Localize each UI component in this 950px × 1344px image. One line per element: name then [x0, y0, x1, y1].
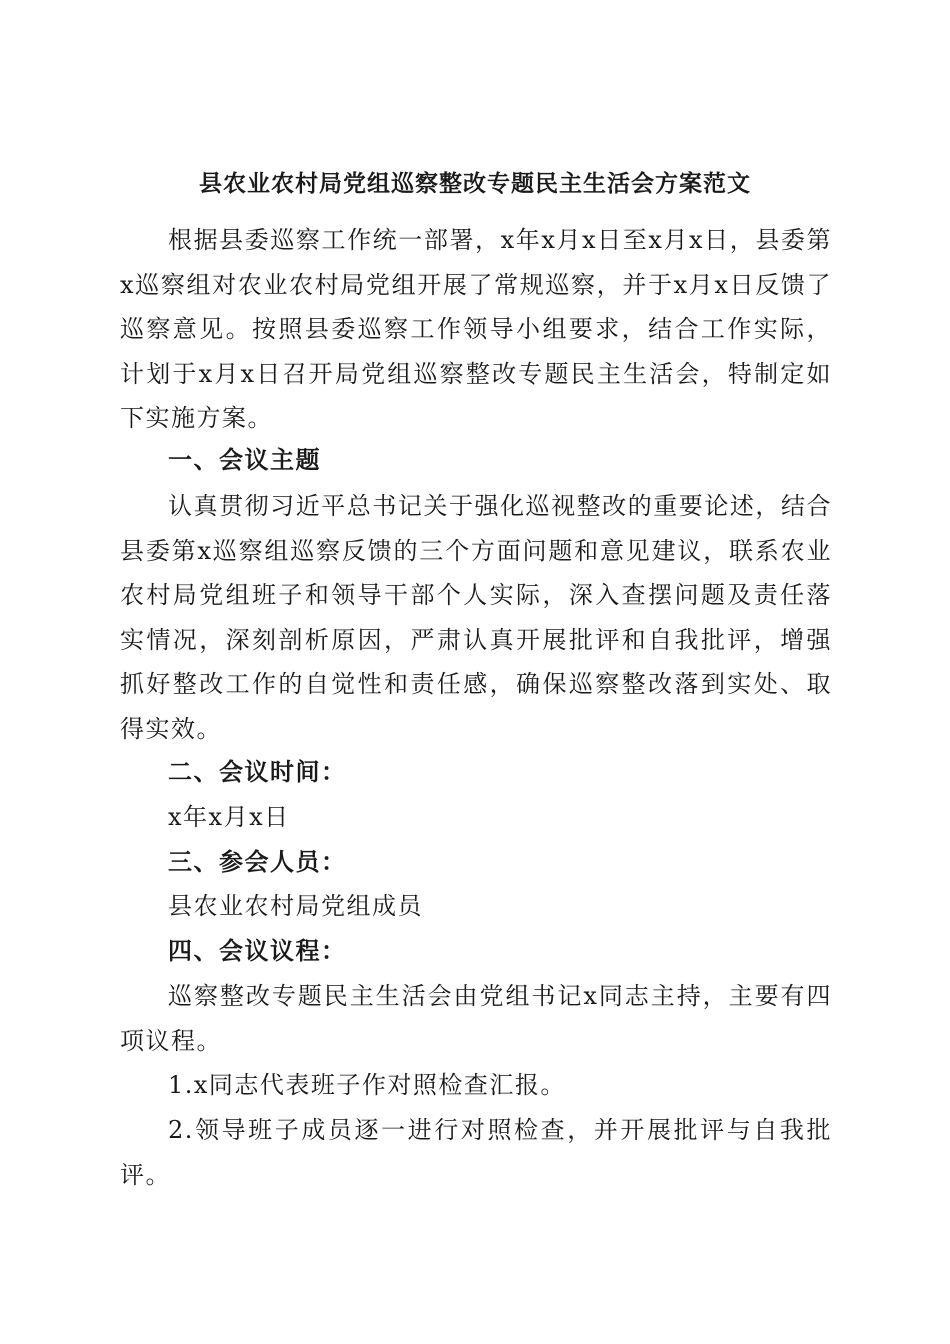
section-body-attendees: 县农业农村局党组成员 — [168, 892, 423, 920]
section-heading-theme: 一、会议主题 — [168, 445, 321, 474]
section-body-time: x年x月x日 — [168, 803, 290, 831]
section-heading-agenda: 四、会议议程： — [168, 936, 347, 965]
intro-paragraph: 根据县委巡察工作统一部署，x年x月x日至x月x日，县委第x巡察组对农业农村局党组开展了常规巡察，并于x月x日反馈了巡察意见。按照县委巡察工作领导小组要求，结合工作实际，计划于x月x日召开局党组巡察整改专题民主生活会，特制定如下实施方案。 — [120, 226, 832, 433]
section-body-agenda: 巡察整改专题民主生活会由党组书记x同志主持，主要有四项议程。 — [120, 982, 832, 1055]
agenda-item-2: 2.领导班子成员逐一进行对照检查，并开展批评与自我批评。 — [120, 1116, 832, 1189]
document-title: 县农业农村局党组巡察整改专题民主生活会方案范文 — [199, 170, 751, 197]
section-heading-time: 二、会议时间： — [168, 757, 347, 786]
section-heading-attendees: 三、参会人员： — [168, 847, 347, 876]
agenda-item-1: 1.x同志代表班子作对照检查汇报。 — [168, 1071, 566, 1099]
section-body-theme: 认真贯彻习近平总书记关于强化巡视整改的重要论述，结合县委第x巡察组巡察反馈的三个方面问题和意见建议，联系农业农村局党组班子和领导干部个人实际，深入查摆问题及责任落实情况，深刻剖析原因，严肃认真开展批评和自我批评，增强抓好整改工作的自觉性和责任感，确保巡察整改落到实处、取得实效。 — [120, 492, 832, 743]
